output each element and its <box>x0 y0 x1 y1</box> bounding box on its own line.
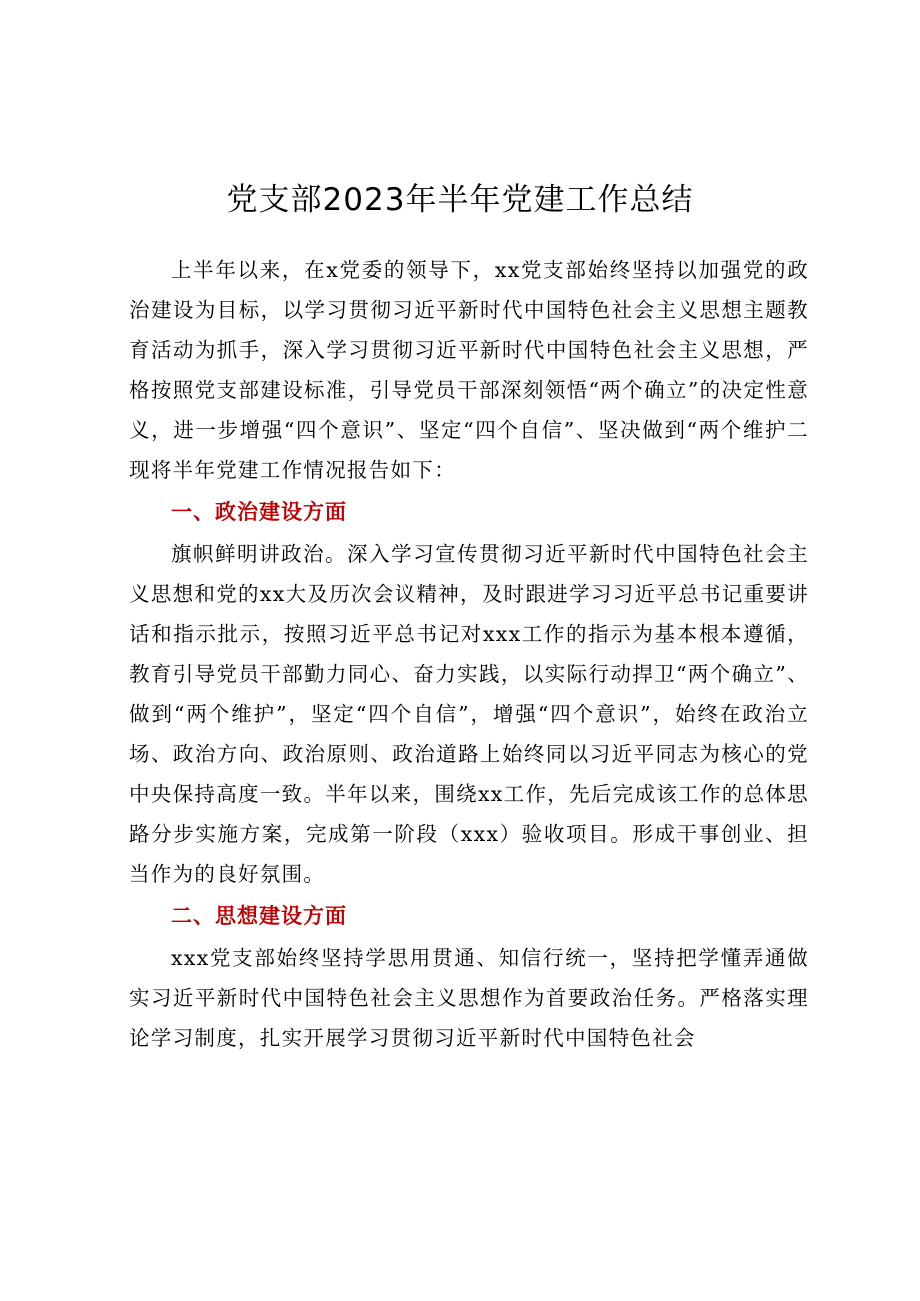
section-paragraph-political: 旗帜鲜明讲政治。深入学习宣传贯彻习近平新时代中国特色社会主义思想和党的xx大及历次会议精神，及时跟进学习习近平总书记重要讲话和指示批示，按照习近平总书记对xxx工作的指示为基本根本遵循，教育引导党员干部勤力同心、奋力实践，以实际行动捍卫“两个确立”、做到“两个维护”，坚定“四个自信”，增强“四个意识”，始终在政治立场、政治方向、政治原则、政治道路上始终同以习近平同志为核心的党中央保持高度一致。半年以来，围绕xx工作，先后完成该工作的总体思路分步实施方案，完成第一阶段（xxx）验收项目。形成干事创业、担当作为的良好氛围。 <box>129 542 809 886</box>
intro-paragraph: 上半年以来，在x党委的领导下，xx党支部始终坚持以加强党的政治建设为目标，以学习贯彻习近平新时代中国特色社会主义思想主题教育活动为抓手，深入学习贯彻习近平新时代中国特色社会主义思想，严格按照党支部建设标准，引导党员干部深刻领悟“两个确立”的决定性意义，进一步增强“四个意识”、坚定“四个自信”、坚决做到“两个维护二现将半年党建工作情况报告如下： <box>129 258 809 482</box>
section-heading-ideological: 二、思想建设方面 <box>171 904 347 928</box>
document-body <box>129 250 809 1058</box>
section-paragraph-ideological: xxx党支部始终坚持学思用贯通、知信行统一，坚持把学懂弄通做实习近平新时代中国特色社会主义思想作为首要政治任务。严格落实理论学习制度，扎实开展学习贯彻习近平新时代中国特色社会 <box>129 946 809 1050</box>
document-title: 党支部2023年半年党建工作总结 <box>226 182 694 218</box>
section-heading-political: 一、政治建设方面 <box>171 500 347 524</box>
